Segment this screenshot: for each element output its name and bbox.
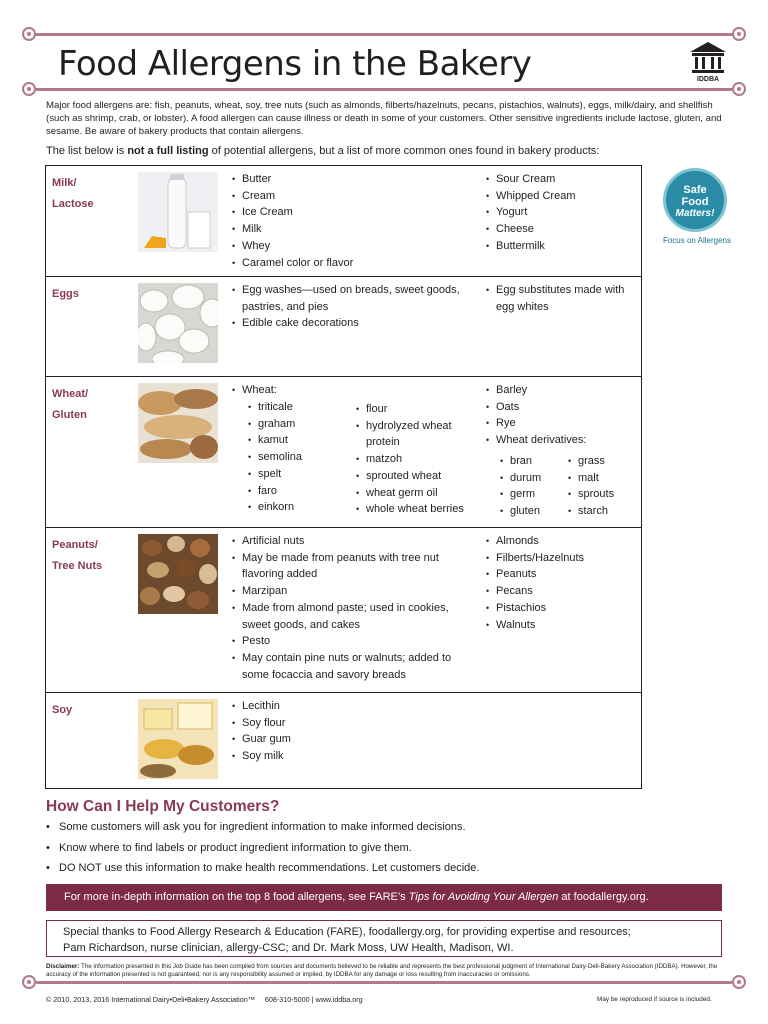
- soy-column-1: [232, 698, 472, 765]
- list-item: • Artificial nuts: [232, 533, 472, 550]
- row-label: Wheat/ Gluten: [52, 388, 89, 421]
- list-item: • whole wheat berries: [356, 501, 481, 518]
- table-row-nuts: [46, 527, 641, 692]
- list-item: • Butter: [232, 171, 462, 188]
- list-item: • Soy flour: [232, 715, 472, 732]
- list-item: • Peanuts: [486, 566, 636, 583]
- list-item: • Pecans: [486, 583, 636, 600]
- list-item: • Edible cake decorations: [232, 315, 472, 332]
- list-item: • bran: [500, 453, 562, 470]
- intro-paragraph: Major food allergens are: fish, peanuts, wheat, soy, tree nuts (such as almonds, filberts/hazelnuts, pecans, pistachios, walnuts), eggs, milk/dairy, and shellfish (such as shrimp, crab, or lobster). A food allergen can cause illness or death in some of your customers. Other sensitive ingredients include lactose, gluten, and sesame. Be aware of bakery products that contain allergens.: [46, 100, 722, 137]
- list-item: • hydrolyzed wheat protein: [356, 418, 481, 451]
- list-item: • semolina: [248, 449, 343, 466]
- nuts-image: [138, 534, 218, 614]
- list-item: • Cream: [232, 188, 462, 205]
- list-item: • Milk: [232, 221, 462, 238]
- list-item: • matzoh: [356, 451, 481, 468]
- list-item: • May contain pine nuts or walnuts; added to some focaccia and savory breads: [232, 650, 472, 683]
- eggs-image: [138, 283, 218, 363]
- list-item: • May be made from peanuts with tree nut flavoring added: [232, 550, 472, 583]
- badge-caption: Focus on Allergens: [662, 236, 732, 245]
- list-item: • faro: [248, 483, 343, 500]
- list-item: • Some customers will ask you for ingredient information to make informed decisions.: [46, 821, 479, 842]
- allergen-table: [45, 165, 642, 789]
- list-item: • Caramel color or flavor: [232, 255, 462, 272]
- table-row-soy: [46, 692, 641, 788]
- list-item: • kamut: [248, 432, 343, 449]
- safe-food-matters-badge: Safe Food Matters!: [663, 168, 727, 232]
- list-item: • Egg substitutes made with egg whites: [486, 282, 636, 315]
- fare-banner: For more in-depth information on the top 8 food allergens, see FARE’s Tips for Avoiding Your Allergen at foodallergy.org.: [46, 884, 722, 911]
- list-item: • Whey: [232, 238, 462, 255]
- list-item: • DO NOT use this information to make health recommendations. Let customers decide.: [46, 862, 479, 883]
- list-item: • Almonds: [486, 533, 636, 550]
- eggs-column-1: [232, 282, 472, 332]
- table-row-wheat: [46, 376, 641, 527]
- list-note: The list below is not a full listing of potential allergens, but a list of more common ones found in bakery products:: [46, 145, 600, 157]
- iddba-logo-icon: [688, 40, 728, 84]
- list-item: • malt: [568, 470, 638, 487]
- list-item: • flour: [356, 401, 481, 418]
- wheat-column-2: [486, 382, 636, 449]
- footer-rule: [36, 981, 732, 984]
- wheat-column-1: [232, 382, 472, 399]
- header-rule: [36, 88, 732, 91]
- row-label: Eggs: [52, 288, 79, 300]
- thanks-box: Special thanks to Food Allergy Research & Education (FARE), foodallergy.org, for providing expertise and resources; Pam Richardson, nurse clinician, allergy-CSC; and Dr. Mark Moss, UW Health, Madison, WI.: [46, 920, 722, 957]
- top-rule: [36, 33, 732, 36]
- milk-column-1: [232, 171, 462, 271]
- nuts-column-2: [486, 533, 636, 633]
- row-label: Milk/ Lactose: [52, 177, 94, 210]
- list-item: • Marzipan: [232, 583, 472, 600]
- fare-tips-link[interactable]: Tips for Avoiding Your Allergen: [408, 891, 559, 903]
- list-item: • sprouted wheat: [356, 468, 481, 485]
- list-item: • Buttermilk: [486, 238, 636, 255]
- list-item: • Sour Cream: [486, 171, 636, 188]
- help-list: [46, 821, 479, 883]
- swirl-ornament-icon: [732, 82, 746, 96]
- wheat-sublist-b: [356, 401, 481, 518]
- list-item: • einkorn: [248, 499, 343, 516]
- list-item: • Pesto: [232, 633, 472, 650]
- list-item: • Guar gum: [232, 731, 472, 748]
- svg-text:IDDBA: IDDBA: [696, 76, 720, 83]
- list-item: • Oats: [486, 399, 636, 416]
- page-title: Food Allergens in the Bakery: [58, 44, 532, 84]
- row-label: Soy: [52, 704, 73, 716]
- wheat-sublist-a: [248, 399, 343, 516]
- help-heading: How Can I Help My Customers?: [46, 798, 280, 815]
- nuts-column-1: [232, 533, 472, 683]
- list-item: • triticale: [248, 399, 343, 416]
- table-row-milk: [46, 166, 641, 276]
- list-item: • Lecithin: [232, 698, 472, 715]
- derivatives-sublist-b: [568, 453, 638, 520]
- list-item: • Filberts/Hazelnuts: [486, 550, 636, 567]
- list-item: • Egg washes—used on breads, sweet goods, pastries, and pies: [232, 282, 472, 315]
- eggs-column-2: [486, 282, 636, 315]
- list-item: • sprouts: [568, 486, 638, 503]
- row-label: Peanuts/ Tree Nuts: [52, 539, 103, 572]
- list-item: • Ice Cream: [232, 204, 462, 221]
- milk-column-2: [486, 171, 636, 255]
- list-item: • Whipped Cream: [486, 188, 636, 205]
- list-item: • gluten: [500, 503, 562, 520]
- list-item: • Barley: [486, 382, 636, 399]
- milk-image: [138, 172, 218, 252]
- list-item: • durum: [500, 470, 562, 487]
- list-item: • Wheat derivatives:: [486, 432, 636, 449]
- swirl-ornament-icon: [22, 975, 36, 989]
- list-item: • spelt: [248, 466, 343, 483]
- bread-image: [138, 383, 218, 463]
- footer-copyright: © 2010, 2013, 2016 International Dairy•Deli•Bakery Association™ 608-310-5000 | www.iddba.org: [46, 995, 363, 1004]
- table-row-eggs: [46, 276, 641, 376]
- list-item: • Wheat:: [232, 382, 472, 399]
- disclaimer: Disclaimer: The information presented in this Job Guide has been compiled from sources and documents believed to be reliable and represents the best professional judgment of International Dairy-Deli-Bakery Association (IDDBA). However, the accuracy of the information presented is not guaranteed, nor is any responsibility assumed or implied, by IDDBA for any damage or loss resulting from inaccuracies or omissions.: [46, 963, 718, 979]
- list-item: • Made from almond paste; used in cookies, sweet goods, and cakes: [232, 600, 472, 633]
- list-item: • germ: [500, 486, 562, 503]
- list-item: • Soy milk: [232, 748, 472, 765]
- footer-reproduction-note: May be reproduced if source is included.: [597, 996, 712, 1003]
- list-item: • Yogurt: [486, 204, 636, 221]
- list-item: • wheat germ oil: [356, 485, 481, 502]
- swirl-ornament-icon: [22, 82, 36, 96]
- list-item: • graham: [248, 416, 343, 433]
- swirl-ornament-icon: [732, 975, 746, 989]
- list-item: • Walnuts: [486, 617, 636, 634]
- swirl-ornament-icon: [22, 27, 36, 41]
- swirl-ornament-icon: [732, 27, 746, 41]
- list-item: • Pistachios: [486, 600, 636, 617]
- list-item: • Rye: [486, 415, 636, 432]
- soy-image: [138, 699, 218, 779]
- list-item: • Cheese: [486, 221, 636, 238]
- list-item: • starch: [568, 503, 638, 520]
- list-item: • Know where to find labels or product ingredient information to give them.: [46, 842, 479, 863]
- derivatives-sublist-a: [500, 453, 562, 520]
- list-item: • grass: [568, 453, 638, 470]
